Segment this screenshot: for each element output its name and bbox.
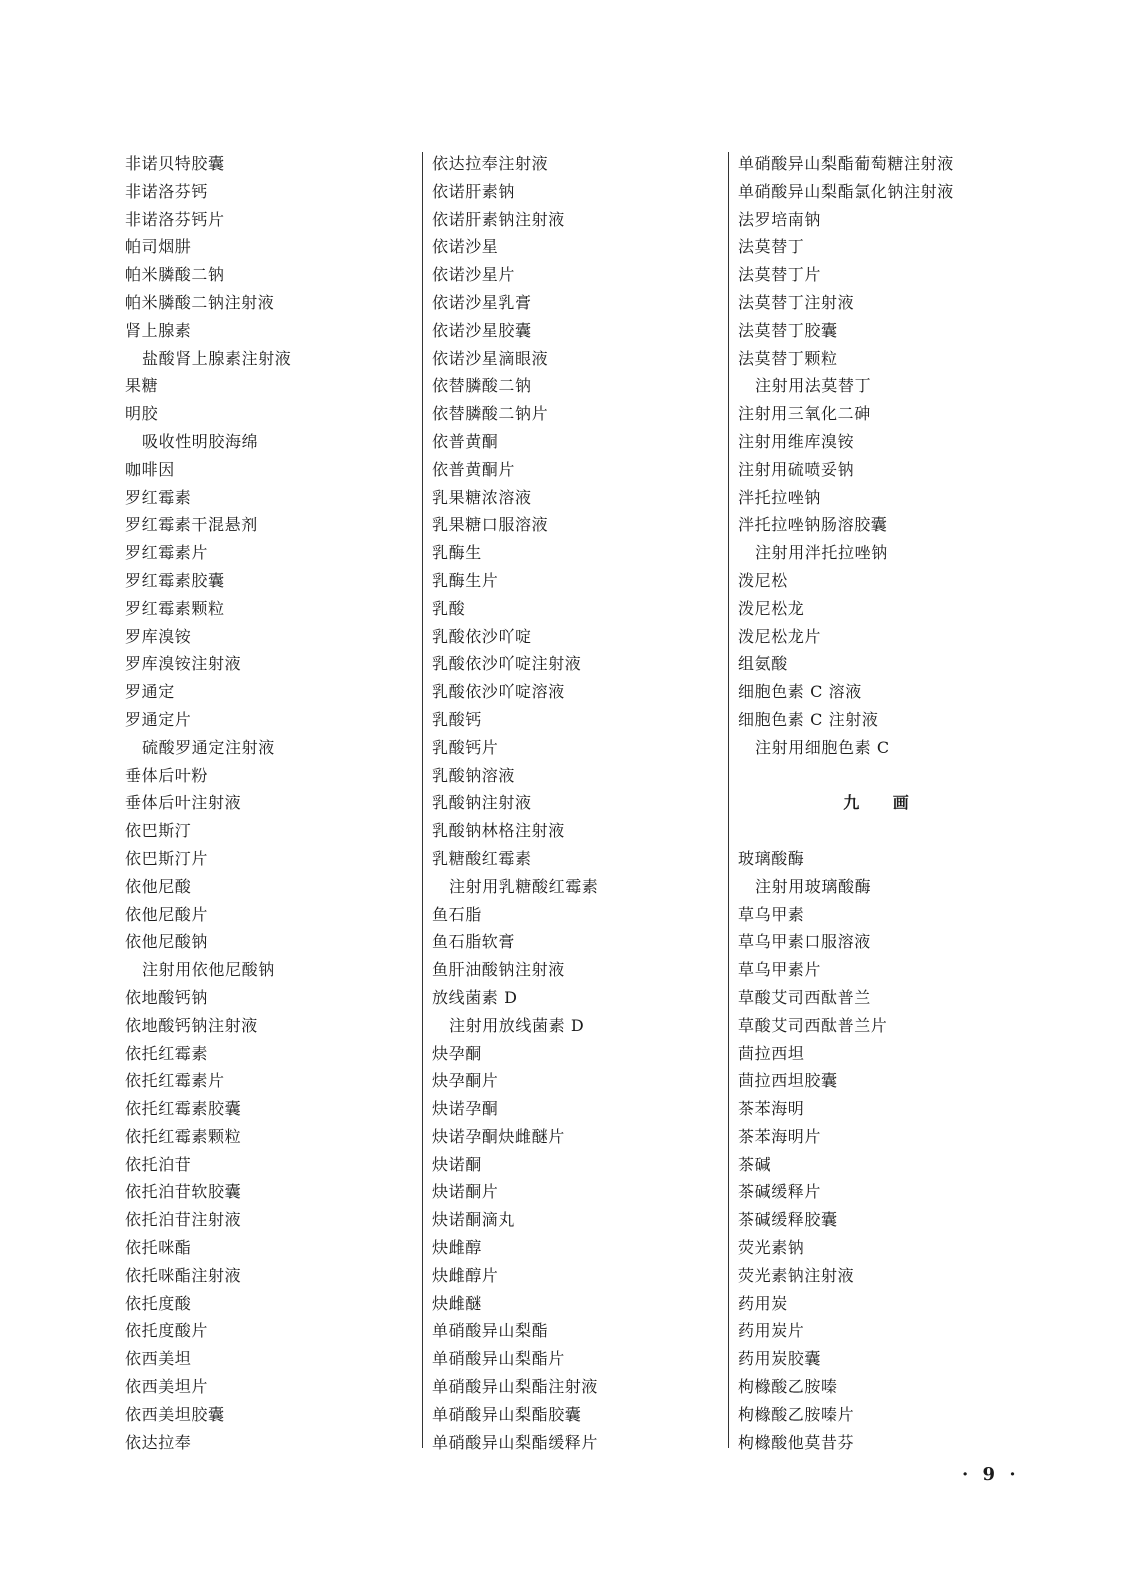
index-entry: 鱼石脂 [432, 904, 482, 924]
index-entry: 草酸艾司西酞普兰片 [738, 1015, 888, 1035]
index-column-3 [738, 150, 1038, 1456]
index-entry: 炔诺孕酮 [432, 1099, 499, 1119]
index-entry: 单硝酸异山梨酯缓释片 [432, 1432, 599, 1452]
index-subentry: 吸收性明胶海绵 [142, 431, 259, 451]
index-entry: 法莫替丁 [738, 237, 805, 257]
index-entry: 荧光素钠 [738, 1238, 805, 1258]
index-entry: 草乌甲素片 [738, 960, 822, 980]
index-entry: 依托泊苷软胶囊 [125, 1182, 242, 1202]
index-entry: 枸橼酸乙胺嗪 [738, 1377, 838, 1397]
index-entry: 垂体后叶注射液 [125, 793, 242, 813]
index-entry: 依巴斯汀片 [125, 848, 209, 868]
index-entry: 罗库溴铵 [125, 626, 192, 646]
index-subentry: 盐酸肾上腺素注射液 [142, 348, 292, 368]
index-entry: 泼尼松龙 [738, 598, 805, 618]
column-divider [422, 152, 423, 1448]
index-subentry: 注射用细胞色素 C [755, 737, 890, 757]
index-entry: 依他尼酸钠 [125, 932, 209, 952]
index-entry: 依托咪酯注射液 [125, 1265, 242, 1285]
index-entry: 炔诺酮 [432, 1154, 482, 1174]
index-entry: 依普黄酮片 [432, 459, 516, 479]
index-entry: 罗红霉素胶囊 [125, 570, 225, 590]
index-entry: 乳酸依沙吖啶 [432, 626, 532, 646]
index-entry: 茶苯海明 [738, 1099, 805, 1119]
index-entry: 乳酸钙 [432, 709, 482, 729]
index-entry: 依西美坦 [125, 1349, 192, 1369]
index-entry: 茴拉西坦胶囊 [738, 1071, 838, 1091]
column-divider [728, 152, 729, 1448]
index-entry: 帕米膦酸二钠 [125, 265, 225, 285]
index-entry: 单硝酸异山梨酯葡萄糖注射液 [738, 154, 954, 173]
index-entry: 茶碱 [738, 1154, 772, 1174]
index-entry: 乳酸 [432, 598, 466, 618]
index-entry: 单硝酸异山梨酯注射液 [432, 1377, 599, 1397]
index-entry: 乳酶生 [432, 543, 482, 563]
index-entry: 依巴斯汀 [125, 821, 192, 841]
index-entry: 草乌甲素口服溶液 [738, 932, 871, 952]
index-entry: 注射用维库溴铵 [738, 431, 855, 451]
index-entry: 炔诺酮滴丸 [432, 1210, 516, 1230]
index-entry: 依地酸钙钠注射液 [125, 1015, 258, 1035]
index-entry: 法莫替丁注射液 [738, 292, 855, 312]
index-entry: 明胶 [125, 404, 159, 424]
index-entry: 依托泊苷 [125, 1154, 192, 1174]
index-entry: 依西美坦胶囊 [125, 1404, 225, 1424]
index-entry: 乳果糖口服溶液 [432, 515, 549, 535]
index-entry: 依托红霉素胶囊 [125, 1099, 242, 1119]
index-entry: 泼尼松 [738, 570, 788, 590]
index-entry: 单硝酸异山梨酯胶囊 [432, 1404, 582, 1424]
index-entry: 荧光素钠注射液 [738, 1265, 855, 1285]
index-column-2 [432, 150, 717, 1456]
index-entry: 药用炭片 [738, 1321, 805, 1341]
index-entry: 罗库溴铵注射液 [125, 654, 242, 674]
index-column-1 [125, 150, 410, 1456]
index-entry: 果糖 [125, 376, 159, 396]
index-entry: 乳酸依沙吖啶溶液 [432, 682, 565, 702]
index-entry: 依他尼酸片 [125, 904, 209, 924]
index-entry: 非诺贝特胶囊 [125, 154, 225, 173]
index-entry: 乳酸钠溶液 [432, 765, 516, 785]
index-entry: 依替膦酸二钠 [432, 376, 532, 396]
index-entry: 帕司烟肼 [125, 237, 192, 257]
index-entry: 泮托拉唑钠肠溶胶囊 [738, 515, 888, 535]
index-entry: 罗通定 [125, 682, 175, 702]
page-number: · 9 · [962, 1464, 1020, 1485]
index-entry: 炔孕酮片 [432, 1071, 499, 1091]
index-subentry: 硫酸罗通定注射液 [142, 737, 275, 757]
index-entry: 茶碱缓释胶囊 [738, 1210, 838, 1230]
index-entry: 枸橼酸他莫昔芬 [738, 1432, 855, 1452]
index-entry: 依托泊苷注射液 [125, 1210, 242, 1230]
index-entry: 依替膦酸二钠片 [432, 404, 549, 424]
index-entry: 依托度酸片 [125, 1321, 209, 1341]
index-entry: 单硝酸异山梨酯氯化钠注射液 [738, 181, 954, 201]
index-entry: 依诺肝素钠注射液 [432, 209, 565, 229]
index-entry: 依诺肝素钠 [432, 181, 516, 201]
index-entry: 依达拉奉 [125, 1432, 192, 1452]
index-entry: 依诺沙星滴眼液 [432, 348, 549, 368]
index-entry: 法罗培南钠 [738, 209, 822, 229]
index-entry: 茶碱缓释片 [738, 1182, 822, 1202]
section-heading: 九 画 [843, 793, 923, 813]
index-entry: 罗红霉素 [125, 487, 192, 507]
index-entry: 细胞色素 C 注射液 [738, 709, 879, 729]
index-entry: 依地酸钙钠 [125, 987, 209, 1007]
index-entry: 乳酸钙片 [432, 737, 499, 757]
index-entry: 依托红霉素片 [125, 1071, 225, 1091]
index-entry: 乳酸钠注射液 [432, 793, 532, 813]
index-entry: 组氨酸 [738, 654, 788, 674]
index-entry: 依普黄酮 [432, 431, 499, 451]
index-entry: 肾上腺素 [125, 320, 192, 340]
index-entry: 罗红霉素颗粒 [125, 598, 225, 618]
index-entry: 乳糖酸红霉素 [432, 848, 532, 868]
index-subentry: 注射用法莫替丁 [755, 376, 872, 396]
index-entry: 茶苯海明片 [738, 1126, 822, 1146]
index-entry: 咖啡因 [125, 459, 175, 479]
index-entry: 草乌甲素 [738, 904, 805, 924]
spacer [738, 817, 1038, 845]
index-entry: 炔孕酮 [432, 1043, 482, 1063]
index-entry: 炔雌醇片 [432, 1265, 499, 1285]
index-entry: 依达拉奉注射液 [432, 154, 549, 173]
index-entry: 依托红霉素 [125, 1043, 209, 1063]
index-entry: 依诺沙星片 [432, 265, 516, 285]
index-entry: 注射用硫喷妥钠 [738, 459, 855, 479]
index-entry: 泼尼松龙片 [738, 626, 822, 646]
index-entry: 依托咪酯 [125, 1238, 192, 1258]
index-entry: 依诺沙星 [432, 237, 499, 257]
index-subentry: 注射用泮托拉唑钠 [755, 543, 888, 563]
spacer [738, 762, 1038, 790]
index-entry: 非诺洛芬钙 [125, 181, 209, 201]
index-entry: 依诺沙星胶囊 [432, 320, 532, 340]
index-entry: 罗通定片 [125, 709, 192, 729]
index-entry: 罗红霉素片 [125, 543, 209, 563]
index-subentry: 注射用放线菌素 D [449, 1015, 585, 1035]
index-entry: 乳酸依沙吖啶注射液 [432, 654, 582, 674]
index-entry: 枸橼酸乙胺嗪片 [738, 1404, 855, 1424]
index-entry: 放线菌素 D [432, 987, 518, 1007]
index-entry: 依托红霉素颗粒 [125, 1126, 242, 1146]
index-entry: 鱼石脂软膏 [432, 932, 516, 952]
index-entry: 炔诺孕酮炔雌醚片 [432, 1126, 565, 1146]
index-entry: 依他尼酸 [125, 876, 192, 896]
index-entry: 依西美坦片 [125, 1377, 209, 1397]
index-entry: 注射用三氧化二砷 [738, 404, 871, 424]
index-entry: 乳酸钠林格注射液 [432, 821, 565, 841]
index-entry: 依诺沙星乳膏 [432, 292, 532, 312]
index-entry: 药用炭胶囊 [738, 1349, 822, 1369]
index-entry: 依托度酸 [125, 1293, 192, 1313]
index-entry: 法莫替丁颗粒 [738, 348, 838, 368]
index-entry: 炔诺酮片 [432, 1182, 499, 1202]
index-subentry: 注射用玻璃酸酶 [755, 876, 872, 896]
index-entry: 炔雌醇 [432, 1238, 482, 1258]
index-entry: 垂体后叶粉 [125, 765, 209, 785]
index-entry: 单硝酸异山梨酯片 [432, 1349, 565, 1369]
index-entry: 非诺洛芬钙片 [125, 209, 225, 229]
index-entry: 法莫替丁片 [738, 265, 822, 285]
index-subentry: 注射用乳糖酸红霉素 [449, 876, 599, 896]
index-entry: 鱼肝油酸钠注射液 [432, 960, 565, 980]
index-entry: 单硝酸异山梨酯 [432, 1321, 549, 1341]
index-subentry: 注射用依他尼酸钠 [142, 960, 275, 980]
index-entry: 药用炭 [738, 1293, 788, 1313]
index-entry: 泮托拉唑钠 [738, 487, 822, 507]
index-entry: 乳酶生片 [432, 570, 499, 590]
index-entry: 法莫替丁胶囊 [738, 320, 838, 340]
index-entry: 乳果糖浓溶液 [432, 487, 532, 507]
index-entry: 帕米膦酸二钠注射液 [125, 292, 275, 312]
index-entry: 罗红霉素干混悬剂 [125, 515, 258, 535]
index-entry: 细胞色素 C 溶液 [738, 682, 862, 702]
index-entry: 草酸艾司西酞普兰 [738, 987, 871, 1007]
index-entry: 炔雌醚 [432, 1293, 482, 1313]
index-entry: 玻璃酸酶 [738, 848, 805, 868]
index-entry: 茴拉西坦 [738, 1043, 805, 1063]
